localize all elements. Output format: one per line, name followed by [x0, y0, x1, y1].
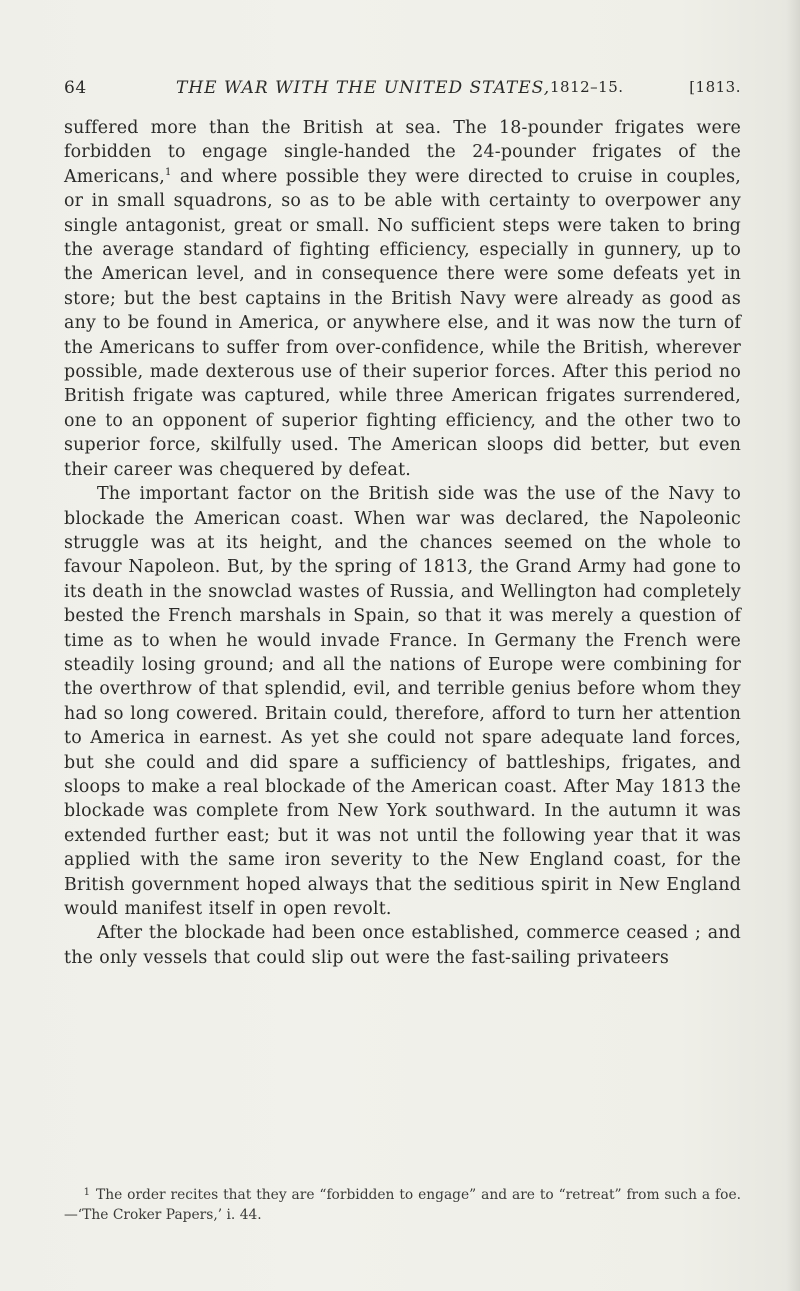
paragraph-1 [64, 116, 741, 482]
running-title: THE WAR WITH THE UNITED STATES, [176, 78, 551, 98]
footnote-marker: 1 [83, 1187, 90, 1198]
paragraph-2: The important factor on the British side was the use of the Navy to blockade the American coast. When war was declared, the Napoleonic struggle was at its height, and the chances seemed on the whole to favour Napoleon. But, by the spring of 1813, the Grand Army had gone to its death in the snowclad wastes of Russia, and Wellington had completely bested the French marshals in Spain, so that it was merely a question of time as to when he would invade France. In Germany the French were steadily losing ground; and all the nations of Europe were combining for the overthrow of that splendid, evil, and terrible genius before whom they had so long cowered. Britain could, therefore, afford to turn her attention to America in earnest. As yet she could not spare adequate land forces, but she could and did spare a sufficiency of battleships, frigates, and sloops to make a real blockade of the American coast. After May 1813 the blockade was complete from New York southward. In the autumn it was extended further east; but it was not until the following year that it was applied with the same iron severity to the New England coast, for the British government hoped always that the seditious spirit in New England would manifest itself in open revolt. [64, 484, 741, 919]
page-number: 64 [64, 78, 87, 98]
footnote-reference: 1 [164, 166, 172, 178]
running-header [64, 78, 741, 104]
body-text [64, 116, 741, 970]
paragraph-3: After the blockade had been once established, commerce ceased ; and the only vessels that could slip out were the fast-sailing privateers [64, 923, 741, 968]
page-edge-shadow [786, 0, 800, 1291]
footnote [64, 1183, 741, 1225]
running-year: [1813. [689, 78, 741, 96]
paragraph-1-part-a: suffered more than the British at sea. The 18-pounder frigates were forbidden to engage single-handed the 24-pounder frigates of the Americans, [64, 118, 741, 187]
footnote-text: The order recites that they are “forbidden to engage” and are to “retreat” from such a foe.—‘The Croker Papers,’ i. 44. [64, 1187, 741, 1223]
running-dates: 1812–15. [550, 78, 624, 96]
paragraph-1-part-b: and where possible they were directed to cruise in couples, or in small squadrons, so as to be able with certainty to overpower any single antagonist, great or small. No sufficient steps were taken to bring the average standard of fighting efficiency, especially in gunnery, up to the American level, and in consequence there were some defeats yet in store; but the best captains in the British Navy were already as good as any to be found in America, or anywhere else, and it was now the turn of the Americans to suffer from over-confidence, while the British, wherever possible, made dexterous use of their superior forces. After this period no British frigate was captured, while three American frigates surrendered, one to an opponent of superior fighting efficiency, and the other two to superior force, skilfully used. The American sloops did better, but even their career was chequered by defeat. [64, 166, 741, 480]
